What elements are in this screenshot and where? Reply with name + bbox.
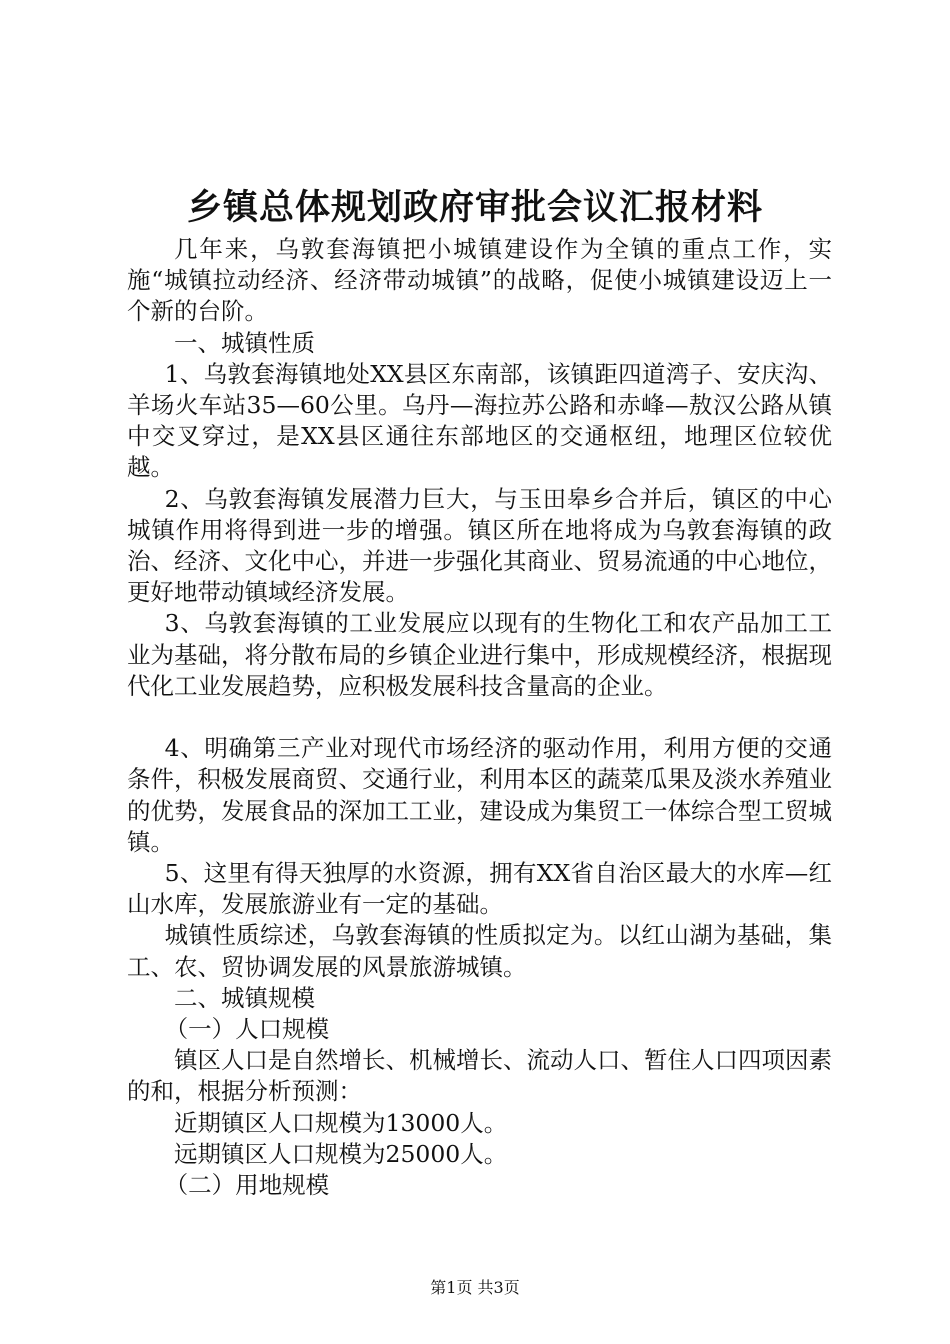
paragraph-nature-summary: 城镇性质综述，乌敦套海镇的性质拟定为。以红山湖为基础，集工、农、贸协调发展的风景旅游城镇。 [127, 921, 832, 981]
paragraph-nature-4: 4、明确第三产业对现代市场经济的驱动作用，利用方便的交通条件，积极发展商贸、交通行业，利用本区的蔬菜瓜果及淡水养殖业的优势，发展食品的深加工工业，建设成为集贸工一体综合型工贸城镇。 [127, 734, 832, 856]
paragraph-near-term-population: 近期镇区人口规模为13000人。 [174, 1108, 508, 1137]
paragraph-nature-3: 3、乌敦套海镇的工业发展应以现有的生物化工和农产品加工工业为基础，将分散布局的乡镇企业进行集中，形成规模经济，根据现代化工业发展趋势，应积极发展科技含量高的企业。 [127, 609, 832, 700]
paragraph-nature-5: 5、这里有得天独厚的水资源，拥有XX省自治区最大的水库—红山水库，发展旅游业有一定的基础。 [127, 859, 832, 919]
section-heading-scale: 二、城镇规模 [174, 983, 315, 1012]
page-footer: 第1页 共3页 [430, 1278, 520, 1297]
paragraph-nature-2: 2、乌敦套海镇发展潜力巨大，与玉田皋乡合并后，镇区的中心城镇作用将得到进一步的增强。镇区所在地将成为乌敦套海镇的政治、经济、文化中心，并进一步强化其商业、贸易流通的中心地位，更好地带动镇域经济发展。 [127, 484, 832, 607]
section-heading-nature: 一、城镇性质 [174, 328, 315, 357]
paragraph-intro: 几年来，乌敦套海镇把小城镇建设作为全镇的重点工作，实施“城镇拉动经济、经济带动城镇”的战略，促使小城镇建设迈上一个新的台阶。 [127, 235, 832, 326]
subsection-heading-land: （二）用地规模 [164, 1171, 330, 1200]
document-body [127, 234, 832, 1201]
document-title: 乡镇总体规划政府审批会议汇报材料 [186, 187, 763, 228]
blank-line [127, 702, 832, 733]
paragraph-nature-1: 1、乌敦套海镇地处XX县区东南部，该镇距四道湾子、安庆沟、羊场火车站35—60公里。乌丹—海拉苏公路和赤峰—敖汉公路从镇中交叉穿过，是XX县区通往东部地区的交通枢纽，地理区位较优越。 [127, 359, 832, 482]
subsection-heading-population: （一）人口规模 [164, 1015, 330, 1044]
paragraph-long-term-population: 远期镇区人口规模为25000人。 [174, 1139, 508, 1168]
paragraph-population: 镇区人口是自然增长、机械增长、流动人口、暂住人口四项因素的和，根据分析预测： [127, 1046, 832, 1106]
